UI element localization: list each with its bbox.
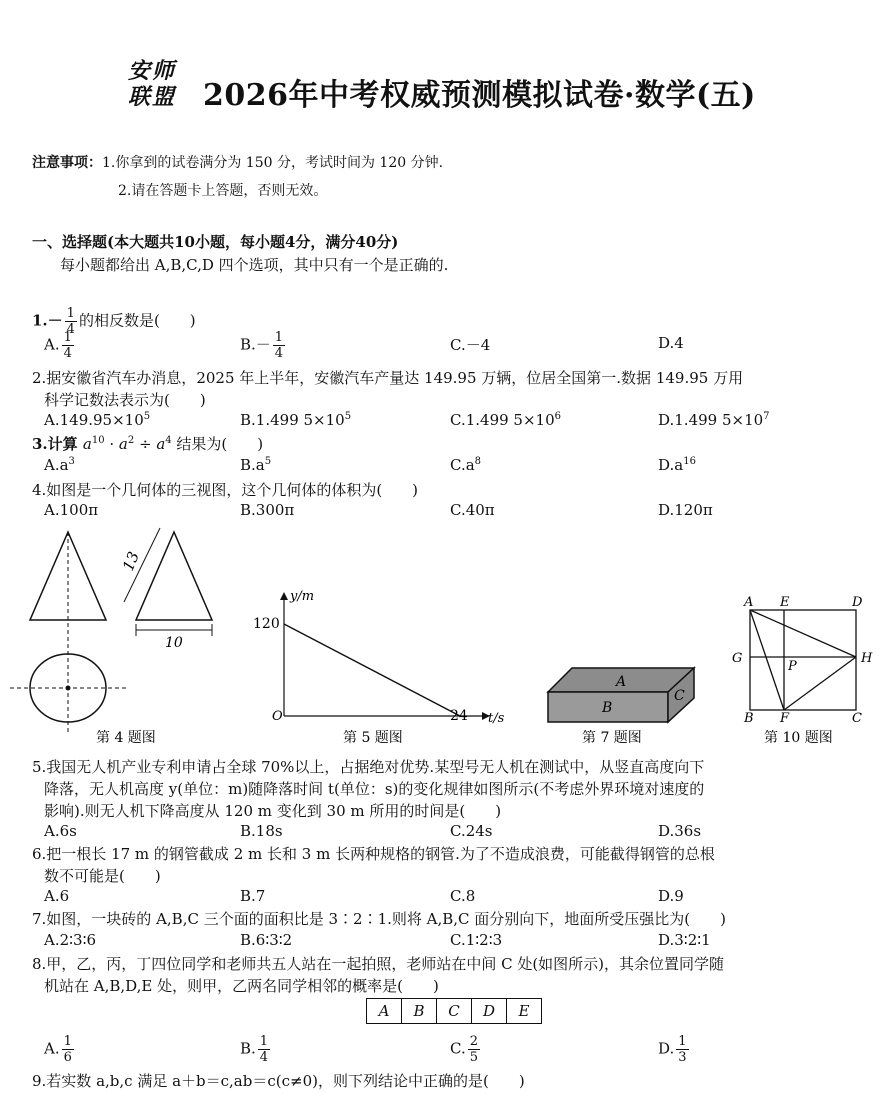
q7-option-a: A.2∶3∶6 xyxy=(44,931,97,949)
question-6-line-1: 6.把一根长 17 m 的钢管截成 2 m 长和 3 m 长两种规格的钢管.为了不造成浪费，可能截得钢管的总根 xyxy=(32,845,715,863)
q2-option-a: $A.149.95\times 10^5$ xyxy=(44,411,151,429)
q1-option-d: D.4 xyxy=(658,334,684,352)
question-9: 9.若实数 a,b,c 满足 a＋b＝c,ab＝c(c≠0)，则下列结论中正确的是( ) xyxy=(32,1072,525,1090)
q2-option-b: B.1.499 $5\times 10^5$ xyxy=(240,411,352,429)
q5-option-b: B.18s xyxy=(240,822,283,840)
notice-label: 注意事项： xyxy=(32,155,102,171)
fig5-data-line xyxy=(284,624,460,716)
q8-option-c: C. $\frac{2}{5}$ xyxy=(450,1034,478,1065)
question-5-line-1: 5.我国无人机产业专利申请占全球 70%以上，占据绝对优势.某型号无人机在测试中，从竖直高度向下 xyxy=(32,758,705,776)
q8-option-b: B. $\frac{1}{4}$ xyxy=(240,1034,269,1065)
fig4-side-view xyxy=(136,532,212,620)
q1-prefix: 1.－ xyxy=(32,311,63,330)
fig5-graph xyxy=(253,589,505,726)
fig10-label-f: F xyxy=(780,711,790,726)
fig10-label-h: H xyxy=(861,651,873,666)
q8-cell: C xyxy=(437,998,472,1024)
q3-option-b: $B.a^5$ xyxy=(240,456,272,474)
q4-option-d: D.120π xyxy=(658,501,713,519)
fig10-label-a: A xyxy=(744,595,754,610)
fig5-origin-label: O xyxy=(272,709,283,724)
question-3: 3.计算 $a^{10} \cdot a^2 \div a^4$ 结果为( ) xyxy=(32,435,264,453)
question-8-line-2: 机站在 A,B,D,E 处，则甲，乙两名同学相邻的概率是( ) xyxy=(44,977,439,995)
q6-option-a: A.6 xyxy=(44,887,70,905)
q5-option-d: D.36s xyxy=(658,822,702,840)
fig5-x-axis-label: t/s xyxy=(488,711,505,726)
q8-cell: E xyxy=(507,998,542,1024)
q7-option-d: D.3∶2∶1 xyxy=(658,931,711,949)
q5-option-a: A.6s xyxy=(44,822,77,840)
question-2-line-2: 科学记数法表示为( ) xyxy=(44,391,206,409)
fig7-face-a-label: A xyxy=(616,674,627,690)
fig4-caption: 第 4 题图 xyxy=(96,730,156,746)
fig5-y-value-label: 120 xyxy=(253,616,280,632)
fig10-caption: 第 10 题图 xyxy=(764,730,833,746)
fig4-center-dot xyxy=(66,686,71,691)
q2-option-c: C.1.499 $5\times 10^6$ xyxy=(450,411,561,429)
q3-option-a: $A.a^3$ xyxy=(44,456,75,474)
q6-option-c: C.8 xyxy=(450,887,476,905)
notice-text-2: 2.请在答题卡上答题，否则无效。 xyxy=(118,183,328,199)
fig5-x-value-label: 24 xyxy=(450,708,468,724)
q8-cell: A xyxy=(366,998,402,1024)
fig5-y-axis-label: y/m xyxy=(290,589,315,604)
publisher-logo xyxy=(128,58,196,110)
section-heading: 一、选择题(本大题共10小题，每小题4分，满分40分) xyxy=(32,233,399,251)
q4-option-b: B.300π xyxy=(240,501,295,519)
fig7-caption: 第 7 题图 xyxy=(582,730,642,746)
question-5-line-3: 影响).则无人机下降高度从 120 m 变化到 30 m 所用的时间是( ) xyxy=(44,802,502,820)
q8-cell: D xyxy=(472,998,507,1024)
fig7-face-b-label: B xyxy=(602,700,613,716)
question-5-line-2: 降落，无人机高度 y(单位：m)随降落时间 t(单位：s)的变化规律如图所示(不考虑外界环境对速度的 xyxy=(44,780,705,798)
q7-option-c: C.1∶2∶3 xyxy=(450,931,503,949)
q8-option-a: A. $\frac{1}{6}$ xyxy=(44,1034,72,1065)
question-7: 7.如图，一块砖的 A,B,C 三个面的面积比是 3∶2∶1.则将 A,B,C 面分别向下，地面所受压强比为( ) xyxy=(32,910,726,928)
notice-text-1: 1.你拿到的试卷满分为 150 分，考试时间为 120 分钟. xyxy=(102,155,444,171)
q4-option-c: C.40π xyxy=(450,501,495,519)
q8-position-boxes xyxy=(366,998,542,1024)
fig10-label-p: P xyxy=(788,659,797,674)
section-intro: 每小题都给出 A,B,C,D 四个选项，其中只有一个是正确的. xyxy=(60,256,449,274)
question-4: 4.如图是一个几何体的三视图，这个几何体的体积为( ) xyxy=(32,481,419,499)
q6-option-b: B.7 xyxy=(240,887,266,905)
fig10-label-g: G xyxy=(732,651,743,666)
question-6-line-2: 数不可能是( ) xyxy=(44,867,161,885)
fig7-face-c-label: C xyxy=(674,688,685,704)
question-2-line-1: 2.据安徽省汽车办消息，2025 年上半年，安徽汽车产量达 149.95 万辆，位居全国第一.数据 149.95 万用 xyxy=(32,369,744,387)
q2-option-d: D.1.499 $5\times 10^7$ xyxy=(658,411,770,429)
q4-option-a: A.100π xyxy=(44,501,99,519)
q1-option-b: B.－ $\frac{1}{4}$ xyxy=(240,330,284,361)
q1-suffix: 的相反数是( ) xyxy=(78,311,196,330)
logo-bottom-text: 联盟 xyxy=(128,84,177,110)
fig10-label-d: D xyxy=(852,595,863,610)
fig4-slant-label: 13 xyxy=(119,549,143,574)
fig4-base-label: 10 xyxy=(165,635,183,651)
page-title: 2026年中考权威预测模拟试卷·数学(五) xyxy=(203,78,756,113)
fig10-label-e: E xyxy=(780,595,790,610)
q1-option-a: A. $\frac{1}{4}$ xyxy=(44,330,72,361)
fig10-label-b: B xyxy=(744,711,754,726)
logo-top-text: 安师 xyxy=(128,58,177,84)
figures-row xyxy=(0,520,895,750)
notice-line-1 xyxy=(32,152,443,172)
q7-option-b: B.6∶3∶2 xyxy=(240,931,293,949)
q1-fraction: $\frac{1}{4}$ xyxy=(66,306,75,337)
fig10-label-c: C xyxy=(852,711,862,726)
q3-option-d: $D.a^{16}$ xyxy=(658,456,696,474)
question-8-line-1: 8.甲，乙，丙，丁四位同学和老师共五人站在一起拍照，老师站在中间 C 处(如图所示)，其余位置同学随 xyxy=(32,955,725,973)
q6-option-d: D.9 xyxy=(658,887,684,905)
q8-cell: B xyxy=(402,998,437,1024)
q5-option-c: C.24s xyxy=(450,822,493,840)
fig5-caption: 第 5 题图 xyxy=(343,730,403,746)
fig10-diagram xyxy=(750,610,856,710)
q1-option-c: C.－4 xyxy=(450,336,491,354)
q8-option-d: D. $\frac{1}{3}$ xyxy=(658,1034,687,1065)
q3-option-c: $C.a^8$ xyxy=(450,456,482,474)
